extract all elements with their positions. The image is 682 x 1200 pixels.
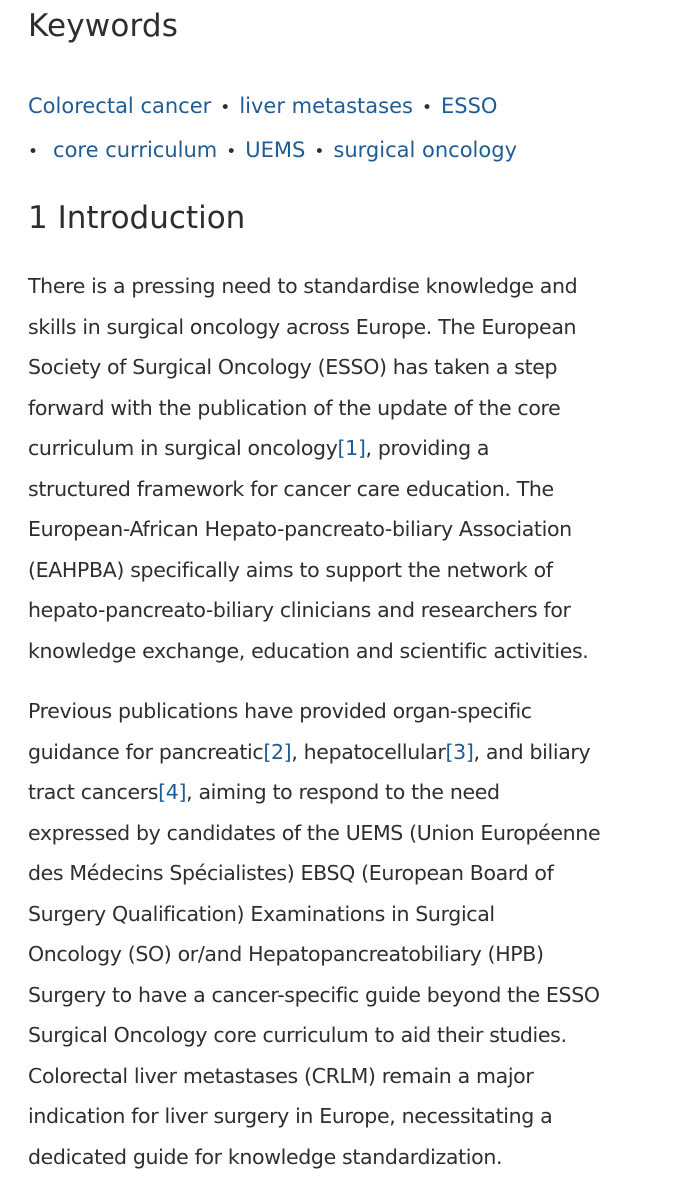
- keyword-separator: •: [226, 142, 237, 162]
- paragraph-text: curriculum in surgical oncology: [28, 436, 338, 460]
- paragraph-line: hepato-pancreato-biliary clinicians and researchers for: [28, 598, 571, 622]
- paragraph-line: knowledge exchange, education and scientific activities.: [28, 638, 589, 663]
- paragraph-text: , and biliary: [473, 739, 591, 764]
- paragraph-line: Colorectal liver metastases (CRLM) remain a major: [28, 1063, 534, 1088]
- paragraph-text: , aiming to respond to the need: [186, 780, 500, 804]
- keyword-separator: •: [220, 98, 231, 118]
- intro-paragraph-2: [28, 691, 668, 1177]
- paragraph-line: structured framework for cancer care education. The: [28, 476, 554, 501]
- paragraph-line: Previous publications have provided organ-specific: [28, 699, 532, 723]
- paragraph-line: forward with the publication of the update of the core: [28, 395, 561, 420]
- keyword-separator: •: [28, 142, 39, 162]
- intro-paragraph-1: [28, 266, 668, 671]
- reference-link-4[interactable]: [4]: [158, 780, 187, 804]
- introduction-heading: 1 Introduction: [28, 200, 246, 236]
- paragraph-line: dedicated guide for knowledge standardization.: [28, 1144, 503, 1169]
- keyword-surgical-oncology[interactable]: surgical oncology: [333, 138, 518, 162]
- keywords-heading: Keywords: [28, 8, 179, 44]
- reference-link-1[interactable]: [1]: [337, 436, 366, 460]
- reference-link-3[interactable]: [3]: [445, 739, 474, 764]
- keywords-line-1: [28, 84, 668, 128]
- paragraph-line: Surgery to have a cancer-specific guide beyond the ESSO: [28, 982, 600, 1007]
- paragraph-line: There is a pressing need to standardise knowledge and: [28, 274, 578, 298]
- paragraph-line: Oncology (SO) or/and Hepatopancreatobiliary (HPB): [28, 942, 544, 966]
- keyword-separator: •: [421, 98, 432, 118]
- paragraph-text: , hepatocellular: [291, 739, 446, 764]
- paragraph-line: skills in surgical oncology across Europe. The European: [28, 314, 577, 339]
- paragraph-line: European-African Hepato-pancreato-biliary Association: [28, 517, 572, 541]
- keyword-core-curriculum[interactable]: core curriculum: [53, 138, 218, 162]
- paragraph-line: Surgery Qualification) Examinations in Surgical: [28, 901, 495, 926]
- paragraph-line: Society of Surgical Oncology (ESSO) has taken a step: [28, 355, 558, 379]
- paragraph-line: [28, 732, 668, 773]
- reference-link-2[interactable]: [2]: [263, 739, 292, 764]
- paragraph-text: , providing a: [365, 436, 490, 460]
- keywords-line-2: [28, 128, 668, 172]
- paragraph-line: [28, 428, 668, 469]
- keyword-uems[interactable]: UEMS: [245, 138, 306, 162]
- keyword-esso[interactable]: ESSO: [441, 94, 498, 118]
- paragraph-line: des Médecins Spécialistes) EBSQ (European Board of: [28, 861, 554, 885]
- paragraph-text: tract cancers: [28, 780, 159, 804]
- paragraph-line: [28, 772, 668, 813]
- keyword-separator: •: [314, 142, 325, 162]
- keywords-list: [28, 84, 668, 172]
- keyword-colorectal-cancer[interactable]: Colorectal cancer: [28, 94, 212, 118]
- paragraph-line: expressed by candidates of the UEMS (Union Européenne: [28, 820, 601, 845]
- paragraph-line: indication for liver surgery in Europe, necessitating a: [28, 1104, 553, 1128]
- paragraph-text: guidance for pancreatic: [28, 739, 264, 764]
- paragraph-line: Surgical Oncology core curriculum to aid their studies.: [28, 1023, 567, 1047]
- paragraph-line: (EAHPBA) specifically aims to support the network of: [28, 557, 553, 582]
- keyword-liver-metastases[interactable]: liver metastases: [239, 94, 413, 118]
